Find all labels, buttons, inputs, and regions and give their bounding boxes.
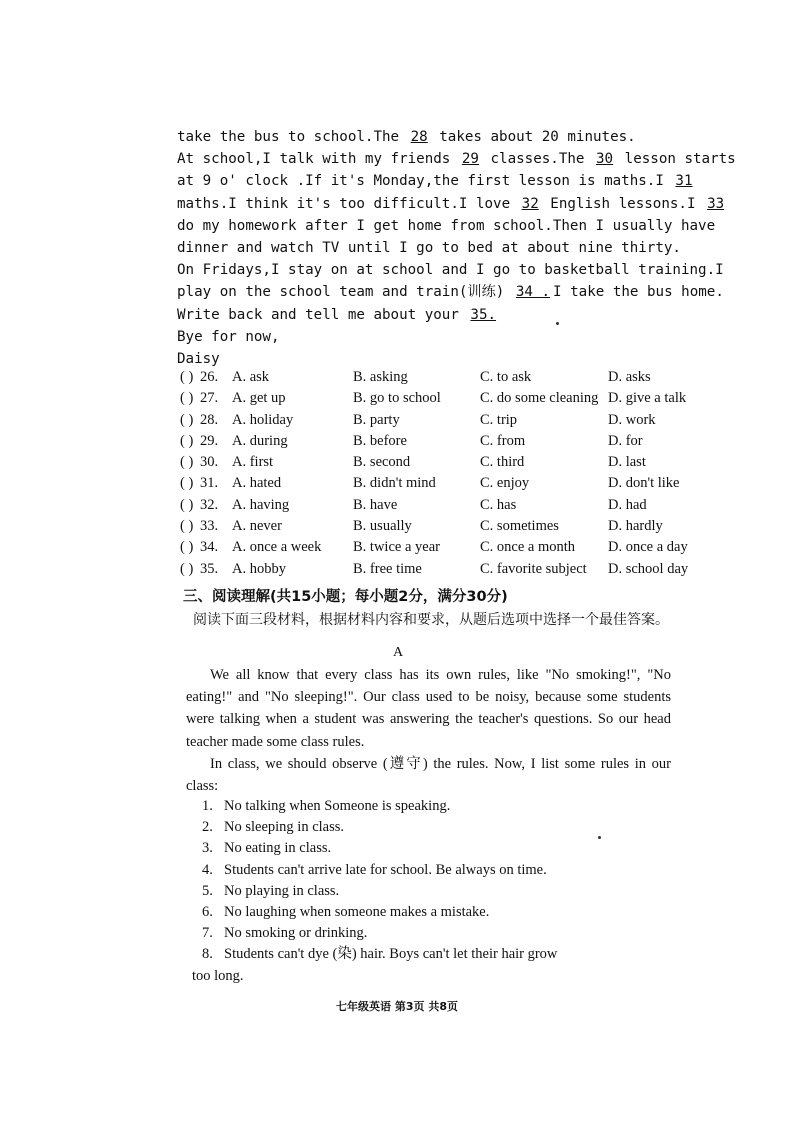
option-b: B. have (353, 496, 398, 513)
option-b: B. second (353, 454, 411, 471)
option-c: C. favorite subject (480, 560, 587, 577)
question-number: 30. (200, 454, 219, 471)
answer-bracket: ( ) (180, 454, 194, 471)
option-d: D. give a talk (608, 390, 687, 407)
rule-text: Students can't arrive late for school. Be always on time. (224, 861, 547, 878)
rule-number: 2. (202, 819, 213, 836)
option-row (178, 475, 678, 496)
scan-speck (556, 322, 559, 325)
blank-35: 35. (470, 306, 497, 323)
rule-number: 6. (202, 904, 213, 921)
rule-item (202, 881, 672, 902)
letter-line: At school,I talk with my friends 29 classes.The 30 lesson starts (177, 151, 736, 168)
answer-bracket: ( ) (180, 369, 194, 385)
option-row (178, 390, 687, 411)
letter-text (177, 126, 736, 370)
option-b: B. asking (353, 369, 408, 385)
option-c: C. sometimes (480, 518, 559, 535)
rule-text: No talking when Someone is speaking. (224, 798, 451, 814)
blank-32: 32 (521, 195, 539, 212)
option-d: D. for (608, 432, 643, 449)
question-number: 27. (200, 390, 219, 407)
option-c: C. trip (480, 411, 518, 428)
letter-line: do my homework after I get home from school.Then I usually have (177, 217, 716, 234)
class-rules-list (192, 796, 672, 987)
option-b: B. free time (353, 560, 422, 577)
blank-33: 33 (707, 195, 725, 212)
rule-number: 5. (202, 882, 213, 899)
rule-item (202, 838, 672, 859)
letter-line: at 9 o' clock .If it's Monday,the first lesson is maths.I 31 (177, 170, 687, 192)
option-row (178, 454, 678, 475)
option-a: A. once a week (232, 539, 322, 556)
answer-bracket: ( ) (180, 496, 194, 513)
option-b: B. didn't mind (353, 475, 436, 492)
option-d: D. school day (608, 560, 689, 577)
option-d: D. once a day (608, 539, 688, 556)
option-row (178, 518, 678, 539)
rule-item (202, 860, 672, 881)
question-number: 29. (200, 432, 219, 449)
option-row (178, 497, 678, 518)
option-a: A. holiday (232, 411, 294, 428)
answer-bracket: ( ) (180, 390, 194, 407)
option-c: C. from (480, 432, 526, 449)
blank-28: 28 (410, 129, 428, 145)
blank-29: 29 (461, 151, 479, 168)
option-c: C. enjoy (480, 475, 530, 492)
question-number: 28. (200, 411, 219, 428)
option-b: B. before (353, 432, 407, 449)
option-b: B. go to school (353, 390, 441, 407)
rule-item (202, 902, 672, 923)
rule-text: No sleeping in class. (224, 819, 345, 836)
option-b: B. usually (353, 518, 412, 535)
option-a: A. during (232, 432, 288, 449)
option-a: A. ask (232, 369, 270, 385)
option-a: A. never (232, 518, 282, 535)
question-number: 32. (200, 496, 219, 513)
passage-paragraph: In class, we should observe (遵守) the rules. Now, I list some rules in our class: (186, 755, 671, 795)
letter-line: play on the school team and train(训练) 34 . I take the bus home. (177, 284, 724, 301)
option-a: A. having (232, 496, 290, 513)
question-number: 33. (200, 518, 219, 535)
letter-line: take the bus to school.The 28 takes about 20 minutes. (177, 129, 636, 145)
section-title: 三、阅读理解(共15小题；每小题2分，满分30分) (183, 589, 508, 605)
option-c: C. has (480, 496, 517, 513)
rule-number: 7. (202, 925, 213, 942)
option-d: D. had (608, 496, 647, 513)
option-b: B. party (353, 411, 400, 428)
question-number: 31. (200, 475, 219, 492)
option-c: C. third (480, 454, 525, 471)
option-c: C. once a month (480, 539, 576, 556)
option-a: A. get up (232, 390, 286, 407)
rule-item (202, 944, 672, 965)
option-c: C. do some cleaning (480, 390, 599, 407)
question-number: 35. (200, 560, 219, 577)
answer-bracket: ( ) (180, 539, 194, 556)
option-a: A. first (232, 454, 274, 471)
answer-bracket: ( ) (180, 432, 194, 449)
answer-bracket: ( ) (180, 560, 194, 577)
option-row (178, 539, 688, 560)
blank-34: 34 . (515, 284, 551, 301)
passage-a (186, 664, 671, 797)
blank-30: 30 (596, 151, 614, 168)
rule-text: No smoking or drinking. (224, 925, 368, 942)
letter-line: Write back and tell me about your 35. (177, 304, 687, 326)
scan-speck (598, 836, 601, 839)
rule-item (202, 817, 672, 838)
cloze-options (178, 369, 689, 582)
question-number: 26. (200, 369, 219, 385)
rule-number: 3. (202, 840, 213, 857)
letter-line: maths.I think it's too difficult.I love 32 English lessons.I 33 (177, 193, 687, 215)
rule-item (202, 923, 672, 944)
option-d: D. work (608, 411, 656, 428)
option-row (178, 412, 678, 433)
rule-text: No playing in class. (224, 882, 340, 899)
rule-text: No eating in class. (224, 840, 332, 857)
option-d: D. hardly (608, 518, 663, 535)
option-row (178, 369, 678, 390)
answer-bracket: ( ) (180, 475, 194, 492)
letter-line: On Fridays,I stay on at school and I go to basketball training.I (177, 262, 724, 279)
passage-label: A (393, 645, 404, 660)
option-d: D. don't like (608, 475, 680, 492)
option-b: B. twice a year (353, 539, 440, 556)
passage-paragraph: We all know that every class has its own rules, like "No smoking!", "No eating!" and "No sleeping!". Our class used to be noisy, because some students were talking when a student was answering the teacher's questions. So our head teacher made some class rules. (186, 667, 671, 750)
option-d: D. asks (608, 369, 651, 385)
rule-number: 4. (202, 861, 213, 878)
rule-number: 8. (202, 946, 213, 963)
option-row (178, 560, 689, 582)
page-footer: 七年级英语 第3页 共8页 (336, 1000, 458, 1013)
rule-item (202, 796, 672, 817)
rule-number: 1. (202, 798, 213, 814)
option-d: D. last (608, 454, 646, 471)
option-row (178, 433, 678, 454)
letter-signature: Daisy (177, 351, 220, 368)
section-instruction: 阅读下面三段材料，根据材料内容和要求，从题后选项中选择一个最佳答案。 (193, 612, 669, 628)
rule-text: Students can't dye (染) hair. Boys can't let their hair grow (224, 946, 558, 963)
option-a: A. hated (232, 475, 282, 492)
option-c: C. to ask (480, 369, 532, 385)
question-number: 34. (200, 539, 219, 556)
letter-line: dinner and watch TV until I go to bed at about nine thirty. (177, 240, 681, 257)
rule-continuation: too long. (192, 967, 244, 984)
option-a: A. hobby (232, 560, 286, 577)
letter-closing: Bye for now, (177, 328, 280, 345)
answer-bracket: ( ) (180, 518, 194, 535)
blank-31: 31 (675, 173, 693, 190)
rule-text: No laughing when someone makes a mistake. (224, 904, 490, 921)
answer-bracket: ( ) (180, 411, 194, 428)
